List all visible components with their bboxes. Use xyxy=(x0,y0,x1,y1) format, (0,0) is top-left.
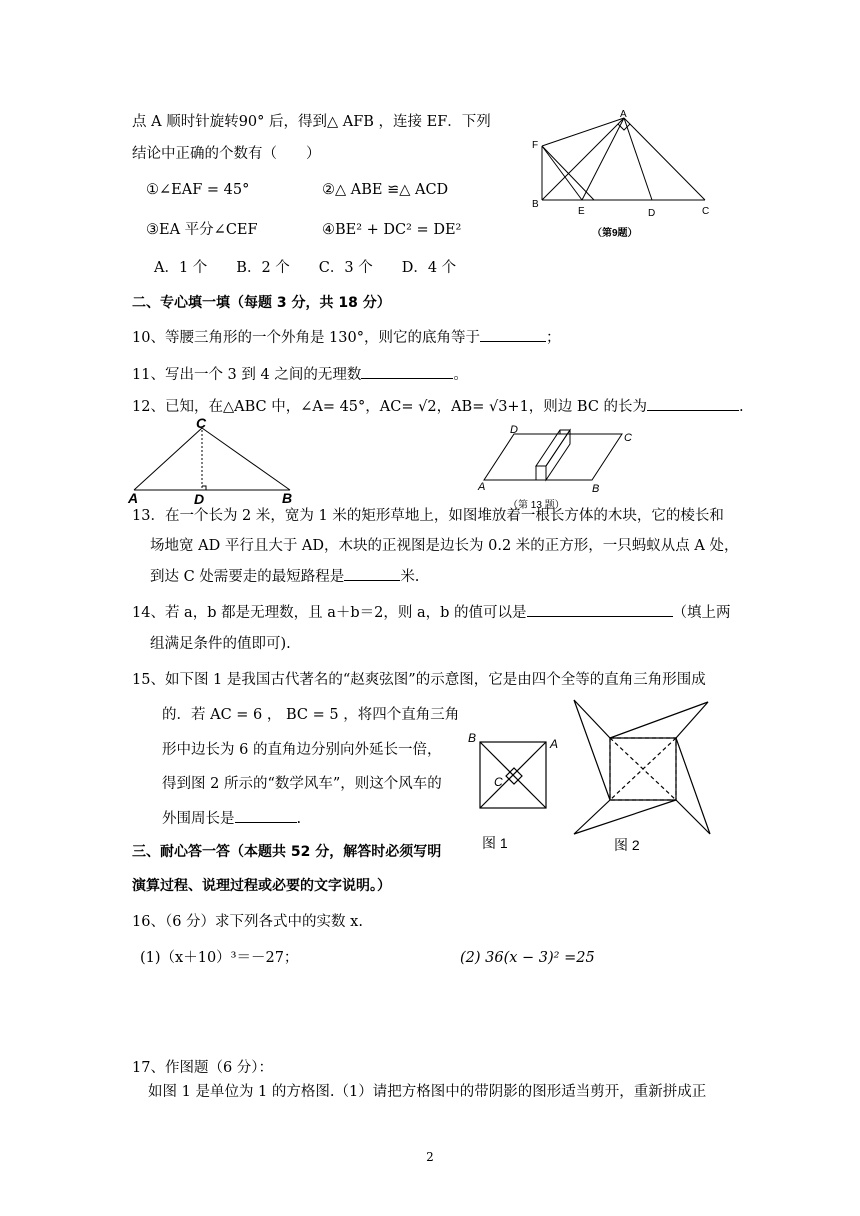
q15-answer-blank[interactable] xyxy=(235,808,297,823)
q15-line4: 得到图 2 所示的“数学风车”，则这个风车的 xyxy=(162,776,442,792)
q15-line2: 的．若 AC = 6 ， BC = 5 ，将四个直角三角 xyxy=(162,707,460,723)
q14-line2: 组满足条件的值即可). xyxy=(150,636,291,652)
q9-label-a: A xyxy=(620,109,627,120)
q13-answer-blank[interactable] xyxy=(344,566,400,581)
q15-fig1-label-b: B xyxy=(468,731,477,745)
q9-option-2: ②△ ABE ≌△ ACD xyxy=(322,182,449,198)
q9-label-d: D xyxy=(648,208,656,219)
q12-label-a: A xyxy=(128,490,139,506)
q15-fig1-label-a: A xyxy=(550,737,559,751)
q15-tail: . xyxy=(296,811,302,827)
q9-label-c: C xyxy=(702,206,710,217)
q9-choices: A．1 个 B．2 个 C．3 个 D．4 个 xyxy=(154,260,457,276)
q15-figure-2 xyxy=(560,692,720,860)
q9-label-b: B xyxy=(532,199,539,210)
q10-stem: 10、等腰三角形的一个外角是 130°，则它的底角等于 xyxy=(132,330,480,346)
q12-figure xyxy=(126,414,306,506)
q13-label-d: D xyxy=(510,424,518,436)
q13-line3 xyxy=(150,566,419,587)
q12-label-b: B xyxy=(282,490,293,506)
q13-line1: 13．在一个长为 2 米，宽为 1 米的矩形草地上，如图堆放着一根长方体的木块，它的棱长和 xyxy=(132,508,724,524)
q15-fig1-label-c: C xyxy=(494,775,503,789)
q13-figure xyxy=(474,422,654,516)
section-3-title-line1: 三、耐心答一答（本题共 52 分，解答时必须写明 xyxy=(132,844,442,860)
q14-stem: 14、若 a，b 都是无理数，且 a＋b＝2，则 a，b 的值可以是 xyxy=(132,605,527,621)
q17-line2: 如图 1 是单位为 1 的方格图.（1）请把方格图中的带阴影的图形适当剪开，重新拼成正 xyxy=(148,1084,707,1100)
q10-answer-blank[interactable] xyxy=(480,327,546,342)
q12-answer-blank[interactable] xyxy=(647,396,739,411)
q13-fig-caption: （第 13 题） xyxy=(508,500,565,511)
q15-line3: 形中边长为 6 的直角边分别向外延长一倍， xyxy=(162,742,442,758)
q11-stem: 11、写出一个 3 到 4 之间的无理数 xyxy=(132,367,362,383)
q9-fig-caption: （第9题） xyxy=(592,228,638,239)
q17-line1: 17、作图题（6 分）： xyxy=(132,1060,274,1076)
q15-fig1-caption: 图 1 xyxy=(482,835,508,851)
q10-tail: ； xyxy=(545,330,561,346)
q11-answer-blank[interactable] xyxy=(361,364,453,379)
section-3-title-line2: 演算过程、说理过程或必要的文字说明。） xyxy=(132,878,391,894)
page-number: 2 xyxy=(426,1150,434,1164)
q9-label-f: F xyxy=(532,140,539,151)
q12-tail: . xyxy=(739,399,744,415)
q9-option-4: ④BE² + DC² = DE² xyxy=(322,222,462,238)
q9-option-3: ③EA 平分∠CEF xyxy=(146,222,258,238)
q12-label-c: C xyxy=(196,415,207,431)
q11-text xyxy=(132,364,468,385)
q13-label-a: A xyxy=(478,481,486,493)
section-2-title: 二、专心填一填（每题 3 分，共 18 分） xyxy=(132,295,391,311)
q13-tail: 米. xyxy=(400,569,420,585)
q13-line2: 场地宽 AD 平行且大于 AD，木块的正视图是边长为 0.2 米的正方形，一只蚂蚁从点 A 处， xyxy=(150,538,739,554)
q14-line1 xyxy=(132,602,731,623)
q9-line1: 点 A 顺时针旋转90° 后，得到△ AFB ，连接 EF．下列 xyxy=(132,114,491,130)
q14-tail: （填上两 xyxy=(672,605,731,621)
q11-tail: 。 xyxy=(453,367,468,383)
q15-stem: 外围周长是 xyxy=(162,811,235,827)
q9-line2: 结论中正确的个数有（ ） xyxy=(132,146,321,162)
q15-line5 xyxy=(162,808,301,829)
q9-option-1: ①∠EAF = 45° xyxy=(146,182,250,198)
q10-text xyxy=(132,327,560,348)
q12-stem: 12、已知，在△ABC 中，∠A= 45°，AC= √2，AB= √3+1，则边 BC 的长为 xyxy=(132,399,648,415)
q13-label-c: C xyxy=(624,432,632,444)
q9-label-e: E xyxy=(578,206,585,217)
q16-part-2: (2) 36(x − 3)² =25 xyxy=(460,950,595,966)
q15-line1: 15、如下图 1 是我国古代著名的“赵爽弦图”的示意图，它是由四个全等的直角三角形围成 xyxy=(132,672,706,688)
q14-answer-blank[interactable] xyxy=(527,602,673,617)
q16-text: 16、（6 分）求下列各式中的实数 x. xyxy=(132,914,363,930)
q9-figure xyxy=(522,104,722,244)
q15-fig2-caption: 图 2 xyxy=(614,837,640,853)
q13-stem: 到达 C 处需要走的最短路程是 xyxy=(150,569,345,585)
q12-label-d: D xyxy=(194,491,205,506)
q15-figure-1 xyxy=(464,726,564,856)
q13-label-b: B xyxy=(592,483,600,495)
q16-part-1: (1)（x＋10）³＝－27； xyxy=(140,950,299,966)
